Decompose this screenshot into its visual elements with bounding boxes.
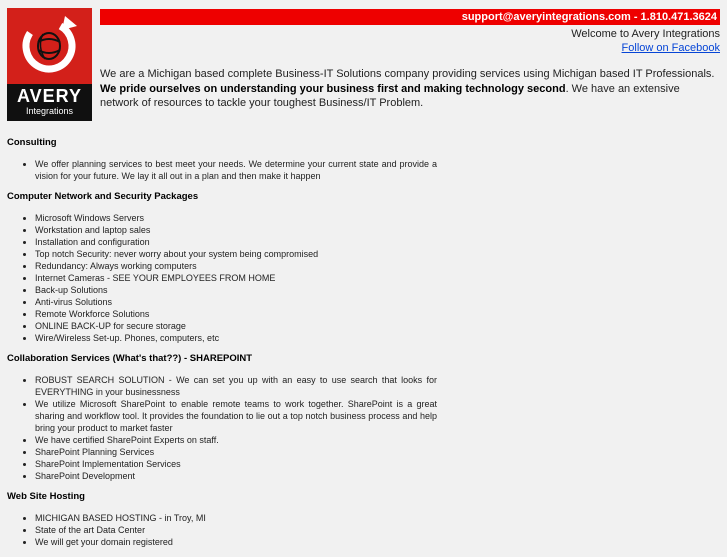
- list-item: • We offer planning services to best meet your needs. We determine your current state and provide a vision for your future. We lay it all out in a plan and then make it happen: [35, 158, 437, 182]
- intro-part2: . We have an extensive network of resources to tackle your toughest Business/IT Problem.: [100, 82, 680, 109]
- services-content: [7, 137, 437, 557]
- list-item: • SharePoint Implementation Services: [35, 458, 437, 470]
- list-item: • Microsoft Windows Servers: [35, 212, 437, 224]
- list-item: • We utilize Microsoft SharePoint to enable remote teams to work together. SharePoint is a great sharing and workflow tool. It provides the foundation to lie out a top notch business process and help bring your product to market faster: [35, 398, 437, 434]
- logo-wordmark: [7, 84, 92, 121]
- section-list: [7, 212, 437, 344]
- globe-arrow-icon: [7, 8, 92, 88]
- list-item: • ROBUST SEARCH SOLUTION - We can set you up with an easy to use search that looks for EVERYTHING in your businessness: [35, 374, 437, 398]
- intro-bold: We pride ourselves on understanding your business first and making technology second: [100, 82, 566, 95]
- contact-text: support@averyintegrations.com - 1.810.471.3624: [461, 11, 717, 23]
- intro-part1: We are a Michigan based complete Business-IT Solutions company providing services using Michigan based IT Professionals.: [100, 68, 715, 80]
- list-item: • Redundancy: Always working computers: [35, 260, 437, 272]
- list-item: • SharePoint Planning Services: [35, 446, 437, 458]
- list-item: • Anti-virus Solutions: [35, 296, 437, 308]
- section-title: Web Site Hosting: [7, 491, 85, 502]
- section-title: Collaboration Services (What's that??) - SHAREPOINT: [7, 353, 253, 364]
- welcome-text: Welcome to Avery Integrations: [571, 28, 720, 40]
- list-item: • Internet Cameras - SEE YOUR EMPLOYEES FROM HOME: [35, 272, 437, 284]
- section-title: Computer Network and Security Packages: [7, 191, 199, 202]
- list-item: • We have certified SharePoint Experts on staff.: [35, 434, 437, 446]
- intro-paragraph: [100, 67, 720, 111]
- list-item: • State of the art Data Center: [35, 524, 437, 536]
- section-sharepoint: [7, 353, 437, 482]
- facebook-link[interactable]: Follow on Facebook: [621, 42, 720, 54]
- section-list: [7, 374, 437, 482]
- avery-logo[interactable]: [7, 8, 92, 121]
- section-hosting: [7, 491, 437, 548]
- list-item: • SharePoint Development: [35, 470, 437, 482]
- list-item: • Top notch Security: never worry about your system being compromised: [35, 248, 437, 260]
- list-item: • We will get your domain registered: [35, 536, 437, 548]
- list-item: • ONLINE BACK-UP for secure storage: [35, 320, 437, 332]
- list-item: • MICHIGAN BASED HOSTING - in Troy, MI: [35, 512, 437, 524]
- list-item: • Wire/Wireless Set-up. Phones, computers, etc: [35, 332, 437, 344]
- list-item: • Installation and configuration: [35, 236, 437, 248]
- logo-brand-text: AVERY: [16, 86, 82, 106]
- section-title: Consulting: [7, 137, 57, 148]
- contact-bar: [100, 9, 720, 25]
- list-item: • Workstation and laptop sales: [35, 224, 437, 236]
- section-network-security: [7, 191, 437, 344]
- section-list: [7, 512, 437, 548]
- list-item: • Back-up Solutions: [35, 284, 437, 296]
- section-consulting: [7, 137, 437, 182]
- list-item: • Remote Workforce Solutions: [35, 308, 437, 320]
- section-list: [7, 158, 437, 182]
- logo-sub-text: Integrations: [25, 106, 74, 116]
